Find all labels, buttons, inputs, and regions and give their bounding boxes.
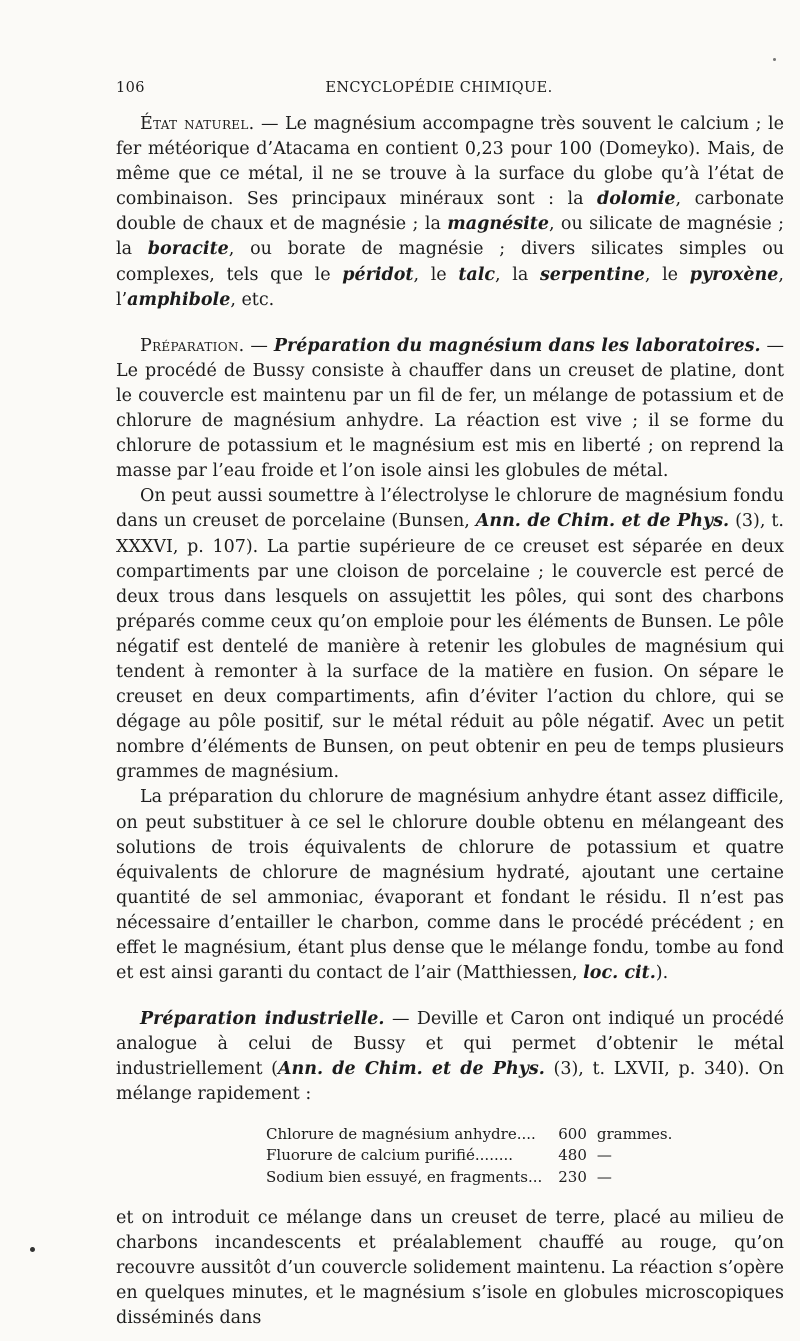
- text: , etc.: [230, 289, 275, 310]
- term-peridot: péridot: [342, 264, 414, 285]
- term-serpentine: serpentine: [539, 264, 645, 285]
- ingredient-unit: —: [596, 1146, 612, 1165]
- subheading-industrielle: Préparation industrielle.: [140, 1009, 385, 1030]
- paragraph-preparation: [116, 334, 784, 485]
- term-amphibole: amphibole: [127, 289, 231, 310]
- recipe-row: [266, 1145, 678, 1167]
- running-title: ENCYCLOPÉDIE CHIMIQUE.: [325, 80, 553, 96]
- text: (3), t. LXVII, p. 340). On mélange rapidement :: [116, 1059, 784, 1105]
- paragraph-industrielle: [116, 1007, 784, 1107]
- paragraph-etat-naturel: [116, 112, 784, 313]
- text: ).: [655, 963, 669, 984]
- text: Le procédé de Bussy consiste à chauffer dans un creuset de platine, dont le couvercle est maintenu par un fil de fer, un mélange de potassium et de chlorure de magnésium anhydre. La réaction est vive ; il se forme du chlorure de potassium et le magnésium est mis en liberté ; on reprend la masse par l’eau froide et l’on isole ainsi les globules de métal.: [116, 360, 784, 482]
- citation: Ann. de Chim. et de Phys.: [277, 1059, 545, 1080]
- paragraph-chlorure-double: [116, 785, 784, 986]
- term-pyroxene: pyroxène: [689, 264, 779, 285]
- page-body: [116, 112, 784, 1332]
- section-label-etat-naturel: État naturel.: [140, 114, 255, 134]
- citation: Ann. de Chim. et de Phys.: [475, 511, 730, 532]
- ingredient-unit: grammes.: [596, 1124, 673, 1143]
- text: (3), t. XXXVI, p. 107). La partie supérieure de ce creuset est séparée en deux compartiments par une cloison de porcelaine ; le couvercle est percé de deux trous dans lesquels on assujettit les pôles, qui sont des charbons préparés comme ceux qu’on emploie pour les éléments de Bunsen. Le pôle négatif est dentelé de manière à retenir les globules de magnésium qui tendent à remonter à la surface de la matière en fusion. On sépare le creuset en deux compartiments, afin d’éviter l’action du chlore, qui se dégage au pôle positif, sur le métal réduit au pôle négatif. Avec un petit nombre d’éléments de Bunsen, on peut obtenir en peu de temps plusieurs grammes de magnésium.: [116, 511, 784, 783]
- section-label-preparation: Préparation.: [140, 335, 245, 356]
- recipe-row: [266, 1124, 678, 1146]
- text: , la: [495, 264, 540, 285]
- page-number: 106: [116, 80, 145, 96]
- dash: —: [254, 114, 286, 134]
- dash: —: [384, 1009, 417, 1030]
- term-magnesite: magnésite: [447, 214, 549, 235]
- text: , ou silicate de magnésie ; la: [116, 214, 784, 260]
- text: La préparation du chlorure de magnésium anhydre étant assez difficile, on peut substituer à ce sel le chlorure double obtenu en mélangeant des solutions de trois équivalents de chlorure de potassium et quatre équivalents de chlorure de magnésium hydraté, ajoutant une certaine quantité de sel ammoniac, évaporant et fondant le résidu. Il n’est pas nécessaire d’entailler le charbon, comme dans le procédé précédent ; en effet le magnésium, étant plus dense que le mélange fondu, tombe au fond et est ainsi garanti du contact de l’air (Matthiessen,: [116, 787, 784, 984]
- text: , ou borate de magnésie ; divers silicates simples ou complexes, tels que le: [116, 239, 784, 285]
- term-dolomie: dolomie: [597, 189, 676, 210]
- margin-mark: [30, 1247, 35, 1252]
- ingredient-unit: —: [596, 1167, 612, 1186]
- citation: loc. cit.: [583, 963, 656, 984]
- text: , l’: [116, 264, 784, 310]
- paragraph-electrolyse: [116, 484, 784, 785]
- term-boracite: boracite: [147, 239, 229, 260]
- ingredient-qty: 480: [558, 1146, 587, 1165]
- recipe-table: [266, 1124, 678, 1189]
- ingredient-name: Fluorure de calcium purifié........: [266, 1146, 514, 1165]
- text: Deville et Caron ont indiqué un procédé analogue à celui de Bussy et qui permet d’obtenir le métal industriellement (: [116, 1009, 784, 1080]
- text: Le magnésium accompagne très souvent le calcium ; le fer météorique d’Atacama en contient 0,23 pour 100 (Domeyko). Mais, de même que ce métal, il ne se trouve à la surface du globe qu’à l’état de combinaison. Ses principaux minéraux sont : la: [116, 114, 784, 210]
- recipe-row: [266, 1167, 678, 1189]
- page-header: [116, 80, 762, 104]
- term-talc: talc: [458, 264, 496, 285]
- ingredient-name: Chlorure de magnésium anhydre....: [266, 1124, 536, 1143]
- paragraph-creuset-terre: [116, 1206, 784, 1331]
- text: On peut aussi soumettre à l’électrolyse le chlorure de magnésium fondu dans un creuset de porcelaine (Bunsen,: [116, 486, 784, 532]
- text: , le: [644, 264, 690, 285]
- ingredient-name: Sodium bien essuyé, en fragments...: [266, 1167, 543, 1186]
- text: , carbonate double de chaux et de magnésie ; la: [116, 189, 784, 235]
- text: , le: [413, 264, 459, 285]
- dash: —: [760, 335, 784, 356]
- ingredient-qty: 230: [558, 1167, 587, 1186]
- dash: —: [244, 335, 274, 356]
- ingredient-qty: 600: [558, 1124, 587, 1143]
- margin-mark: [773, 58, 776, 61]
- text: et on introduit ce mélange dans un creuset de terre, placé au milieu de charbons incandescents et préalablement chauffé au rouge, qu’on recouvre aussitôt d’un couvercle solidement maintenu. La réaction s’opère en quelques minutes, et le magnésium s’isole en globules microscopiques disséminés dans: [116, 1208, 784, 1329]
- subheading-laboratoires: Préparation du magnésium dans les laboratoires.: [273, 335, 761, 356]
